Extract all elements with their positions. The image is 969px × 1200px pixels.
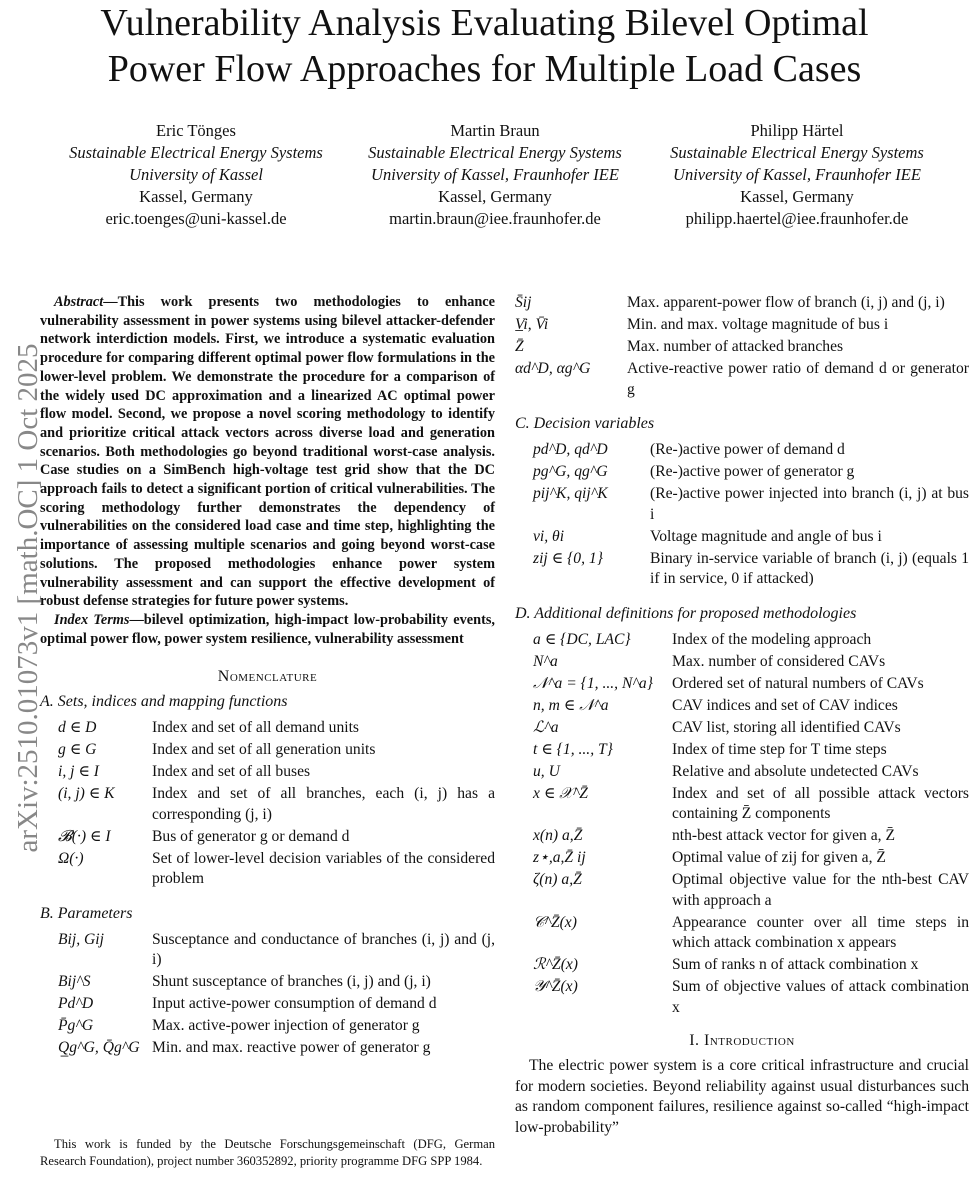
section-b-title: B. Parameters <box>40 904 133 922</box>
definition: Sum of ranks n of attack combination x <box>672 956 919 973</box>
list-item <box>533 826 969 847</box>
symbol: 𝒩^a = {1, ..., N^a} <box>533 674 653 692</box>
author-email: philipp.haertel@iee.fraunhofer.de <box>685 209 909 228</box>
definition: Optimal value of zij for given a, Z̄ <box>672 849 886 866</box>
definition: nth-best attack vector for given a, Z̄ <box>672 827 895 844</box>
definition: Max. number of considered CAVs <box>672 652 886 670</box>
definition: Index and set of all generation units <box>152 741 376 759</box>
symbol: (i, j) ∈ K <box>58 785 115 803</box>
symbol: N^a <box>533 652 558 670</box>
list-item <box>58 762 495 783</box>
symbol: Z̄ <box>515 338 524 355</box>
definition: Relative and absolute undetected CAVs <box>672 762 919 780</box>
symbol: αd^D, αg^G <box>515 360 591 377</box>
definition: Index and set of all demand units <box>152 719 359 737</box>
definition: Index and set of all possible attack vectors containing Z̄ components <box>672 784 969 822</box>
author-affiliation: University of Kassel <box>129 165 263 184</box>
list-item <box>533 784 969 825</box>
author-affiliation: Sustainable Electrical Energy Systems <box>368 143 622 162</box>
definition: Set of lower-level decision variables of the considered problem <box>152 849 495 888</box>
definition: Appearance counter over all time steps in which attack combination x appears <box>672 913 969 951</box>
list-item <box>58 930 495 971</box>
section-b-list <box>58 930 495 1059</box>
symbol: pg^G, qg^G <box>533 463 608 480</box>
symbol: Q̲g^G, Q̄g^G <box>58 1039 140 1057</box>
definition: Susceptance and conductance of branches (i, j) and (j, i) <box>152 930 495 969</box>
symbol: d ∈ D <box>58 719 97 737</box>
definition: Binary in-service variable of branch (i, j) (equals 1 if in service, 0 if attacked) <box>650 549 969 587</box>
list-item <box>58 1038 495 1059</box>
symbol: ζ(n) a,Z̄ <box>533 871 582 888</box>
title-line-1: Vulnerability Analysis Evaluating Bilevel Optimal <box>100 2 869 44</box>
author-3 <box>637 120 957 230</box>
symbol: a ∈ {DC, LAC} <box>533 630 631 648</box>
section-c-title: C. Decision variables <box>515 415 655 432</box>
symbol: ℛ^Z̄(x) <box>533 956 578 973</box>
author-affiliation: Sustainable Electrical Energy Systems <box>69 143 323 162</box>
list-item <box>515 337 969 358</box>
list-item <box>58 784 495 825</box>
list-item <box>533 870 969 911</box>
index-terms-text: —bilevel optimization, high-impact low-probability events, optimal power flow, power system resilience, vulnerability assessment <box>40 611 496 647</box>
section-d-list <box>533 630 969 1019</box>
list-item <box>533 762 969 783</box>
list-item <box>533 977 969 1018</box>
list-item <box>58 827 495 848</box>
list-item <box>515 293 969 314</box>
definition: Max. apparent-power flow of branch (i, j) and (j, i) <box>627 294 945 311</box>
symbol: pd^D, qd^D <box>533 441 608 458</box>
author-name: Martin Braun <box>450 121 540 140</box>
symbol: 𝒞^Z̄(x) <box>533 913 577 931</box>
title-line-2: Power Flow Approaches for Multiple Load Cases <box>107 48 862 90</box>
symbol: x(n) a,Z̄ <box>533 827 583 844</box>
symbol: vi, θi <box>533 527 565 545</box>
abstract <box>40 293 495 611</box>
list-item <box>533 549 969 590</box>
list-item <box>533 674 969 695</box>
left-column <box>40 293 495 1073</box>
author-location: Kassel, Germany <box>438 187 552 206</box>
symbol: n, m ∈ 𝒩^a <box>533 696 609 714</box>
list-item <box>58 740 495 761</box>
symbol: pij^K, qij^K <box>533 485 608 502</box>
author-affiliation: University of Kassel, Fraunhofer IEE <box>673 165 921 184</box>
author-location: Kassel, Germany <box>139 187 253 206</box>
section-c-list <box>533 440 969 590</box>
definition: CAV indices and set of CAV indices <box>672 696 898 714</box>
abstract-text: —This work presents two methodologies to enhance vulnerability assessment in power systems using bilevel attacker-defender network interdiction models. First, we introduce a systematic evaluation procedure for comparing different optimal power flow formulations in the lower-level problem. We demonstrate the procedure for a comparison of the widely used DC approximation and a linearized AC optimal power flow model. Second, we propose a novel scoring methodology to identify and prioritize critical attack vectors across diverse load and generation scenarios. Both methodologies go beyond traditional worst-case analysis. Case studies on a SimBench high-voltage test grid show that the DC approach fails to detect a significant portion of critical vulnerabilities. The scoring methodology further demonstrates the dependency of vulnerabilities on the considered load case and time step, highlighting the importance of assessing multiple scenarios and going beyond worst-case solutions. The proposed methodologies enhance power system vulnerability assessment and can support the effective development of robust defense strategies for future power systems. <box>40 294 495 610</box>
author-name: Philipp Härtel <box>750 121 844 140</box>
list-item <box>58 718 495 739</box>
symbol: z⋆,a,Z̄ ij <box>533 849 586 866</box>
author-name: Eric Tönges <box>156 121 236 140</box>
list-item <box>533 630 969 651</box>
list-item <box>533 955 969 976</box>
definition: Index and set of all branches, each (i, j) has a corresponding (j, i) <box>152 785 495 823</box>
definition: Input active-power consumption of demand d <box>152 995 437 1013</box>
footnote: This work is funded by the Deutsche Forschungsgemeinschaft (DFG, German Research Foundation), project number 360352892, priority programme DFG SPP 1984. <box>40 1137 495 1168</box>
symbol: zij ∈ {0, 1} <box>533 549 603 567</box>
symbol: P̄g^G <box>58 1017 94 1035</box>
abstract-lead: Abstract <box>54 294 104 310</box>
right-column <box>515 293 969 1138</box>
definition: Bus of generator g or demand d <box>152 827 350 845</box>
symbol: x ∈ 𝒳^Z̄ <box>533 784 588 802</box>
symbol: u, U <box>533 762 560 780</box>
symbol: i, j ∈ I <box>58 763 99 781</box>
list-item <box>533 696 969 717</box>
definition: Optimal objective value for the nth-best CAV with approach a <box>672 871 969 909</box>
arxiv-side-label: arXiv:2510.01073v1 [math.OC] 1 Oct 2025 <box>12 343 44 853</box>
list-item <box>58 1016 495 1037</box>
author-email: eric.toenges@uni-kassel.de <box>105 209 287 228</box>
list-item <box>58 972 495 993</box>
symbol: t ∈ {1, ..., T} <box>533 740 613 758</box>
list-item <box>533 462 969 483</box>
definition: (Re-)active power of generator g <box>650 463 855 480</box>
symbol: Pd^D <box>58 995 94 1013</box>
list-item <box>58 994 495 1015</box>
introduction-text: The electric power system is a core critical infrastructure and crucial for modern societies. Beyond reliability against usual disturbances such as random component failures, resilience against so-called “high-impact low-probability” <box>515 1057 969 1136</box>
index-terms-lead: Index Terms <box>54 611 130 628</box>
section-a-title: A. Sets, indices and mapping functions <box>40 693 288 711</box>
definition: Active-reactive power ratio of demand d or generator g <box>627 360 969 398</box>
paper-title <box>0 0 969 92</box>
section-b-continued-list <box>515 293 969 400</box>
introduction-heading: I. Introduction <box>689 1032 795 1049</box>
author-1 <box>36 120 356 230</box>
definition: Index of the modeling approach <box>672 630 872 648</box>
definition: CAV list, storing all identified CAVs <box>672 718 901 736</box>
list-item <box>533 440 969 461</box>
definition: Voltage magnitude and angle of bus i <box>650 527 882 545</box>
definition: (Re-)active power injected into branch (i, j) at bus i <box>650 485 969 523</box>
definition: Sum of objective values of attack combination x <box>672 978 969 1016</box>
definition: Min. and max. reactive power of generator g <box>152 1039 431 1057</box>
definition: (Re-)active power of demand d <box>650 441 845 458</box>
author-affiliation: Sustainable Electrical Energy Systems <box>670 143 924 162</box>
symbol: 𝓑(·) ∈ I <box>58 827 111 845</box>
symbol: ℒ^a <box>533 718 559 736</box>
definition: Min. and max. voltage magnitude of bus i <box>627 316 889 333</box>
index-terms <box>40 611 495 648</box>
author-affiliation: University of Kassel, Fraunhofer IEE <box>371 165 619 184</box>
definition: Index of time step for T time steps <box>672 740 887 758</box>
list-item <box>533 652 969 673</box>
list-item <box>533 527 969 548</box>
definition: Max. number of attacked branches <box>627 338 844 355</box>
symbol: Bij^S <box>58 973 91 991</box>
author-location: Kassel, Germany <box>740 187 854 206</box>
symbol: Bij, Gij <box>58 930 104 948</box>
list-item <box>533 484 969 525</box>
author-2 <box>335 120 655 230</box>
definition: Index and set of all buses <box>152 763 311 781</box>
list-item <box>58 849 495 890</box>
symbol: Ω(·) <box>58 849 84 867</box>
nomenclature-heading: Nomenclature <box>217 668 318 686</box>
list-item <box>515 315 969 336</box>
symbol: 𝒴^Z̄(x) <box>533 978 578 995</box>
list-item <box>533 718 969 739</box>
definition: Ordered set of natural numbers of CAVs <box>672 674 924 692</box>
section-d-title: D. Additional definitions for proposed methodologies <box>515 604 857 622</box>
definition: Shunt susceptance of branches (i, j) and (j, i) <box>152 973 431 991</box>
list-item <box>515 359 969 400</box>
symbol: V̲i, V̄i <box>515 316 549 333</box>
section-a-list <box>58 718 495 890</box>
definition: Max. active-power injection of generator g <box>152 1017 420 1035</box>
list-item <box>533 848 969 869</box>
symbol: S̄ij <box>515 294 532 311</box>
symbol: g ∈ G <box>58 741 97 759</box>
author-email: martin.braun@iee.fraunhofer.de <box>389 209 601 228</box>
list-item <box>533 740 969 761</box>
list-item <box>533 913 969 954</box>
